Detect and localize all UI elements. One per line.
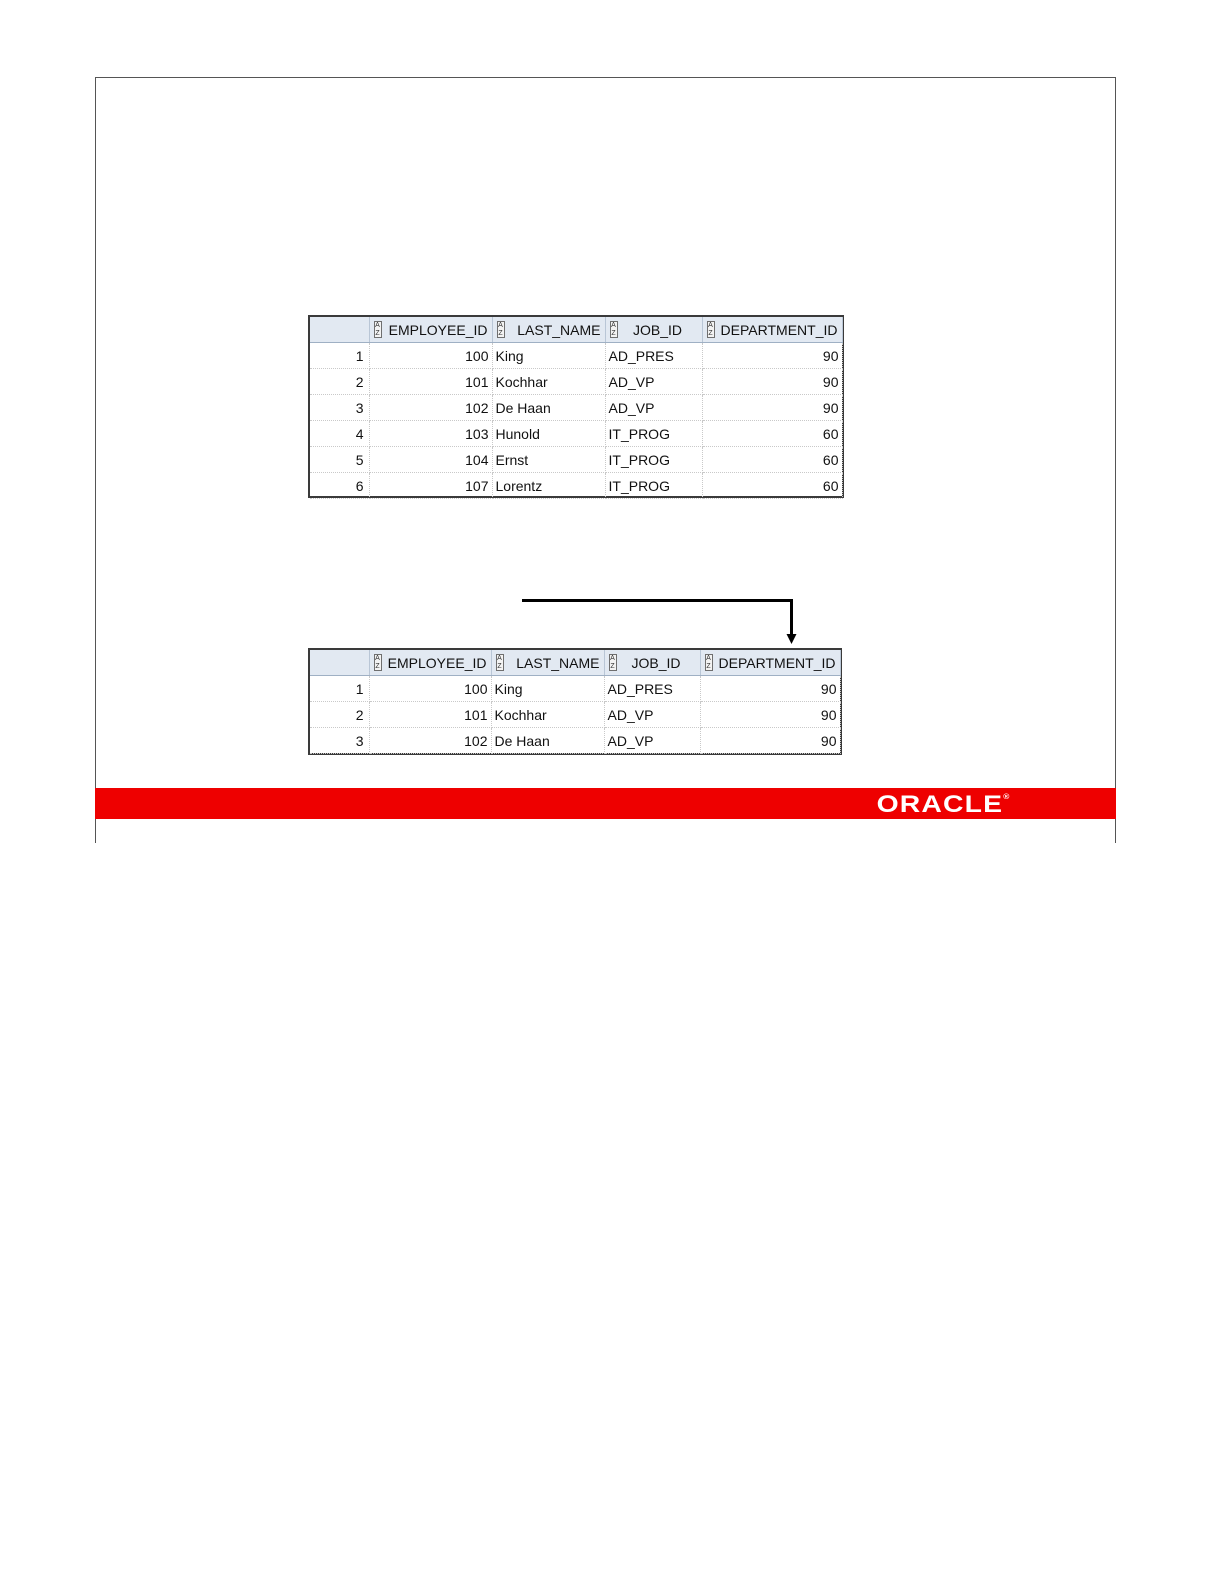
result-grid-filtered-rows [308, 648, 842, 755]
cell-job-id[interactable]: AD_VP [605, 395, 702, 421]
column-header-job-id[interactable]: A Z JOB_ID [605, 317, 702, 343]
row-number-header [310, 317, 369, 343]
registered-mark: ® [1003, 794, 1011, 801]
footer-bar [95, 788, 1116, 819]
column-header-employee-id[interactable]: A Z EMPLOYEE_ID [369, 650, 491, 676]
table-row[interactable] [310, 702, 840, 728]
oracle-logo [877, 791, 1011, 819]
cell-job-id[interactable]: IT_PROG [605, 473, 702, 499]
cell-last-name[interactable]: Lorentz [492, 473, 605, 499]
cell-employee-id[interactable]: 104 [369, 447, 492, 473]
cell-job-id[interactable]: AD_PRES [604, 676, 700, 702]
cell-last-name[interactable]: Hunold [492, 421, 605, 447]
row-number: 5 [310, 447, 369, 473]
cell-last-name[interactable]: King [491, 676, 604, 702]
row-number: 2 [310, 369, 369, 395]
cell-employee-id[interactable]: 101 [369, 369, 492, 395]
cell-employee-id[interactable]: 103 [369, 421, 492, 447]
table-row[interactable] [310, 343, 842, 369]
column-header-department-id[interactable]: A Z DEPARTMENT_ID [702, 317, 842, 343]
table-row[interactable] [310, 447, 842, 473]
row-number: 3 [310, 395, 369, 421]
row-number: 4 [310, 421, 369, 447]
table-row[interactable] [310, 676, 840, 702]
row-number: 1 [310, 676, 369, 702]
cell-employee-id[interactable]: 102 [369, 728, 491, 754]
column-header-last-name[interactable]: A Z LAST_NAME [492, 317, 605, 343]
cell-department-id[interactable]: 90 [702, 395, 842, 421]
cell-department-id[interactable]: 90 [700, 728, 840, 754]
table-row[interactable] [310, 473, 842, 499]
cell-department-id[interactable]: 60 [702, 447, 842, 473]
row-number: 3 [310, 728, 369, 754]
column-header-job-id[interactable]: A Z JOB_ID [604, 650, 700, 676]
cell-job-id[interactable]: AD_VP [605, 369, 702, 395]
cell-department-id[interactable]: 90 [702, 369, 842, 395]
column-header-last-name[interactable]: A Z LAST_NAME [491, 650, 604, 676]
row-number: 2 [310, 702, 369, 728]
sort-az-icon[interactable]: A Z [611, 322, 616, 337]
table-row[interactable] [310, 369, 842, 395]
row-number: 1 [310, 343, 369, 369]
sort-az-icon[interactable]: A Z [610, 655, 615, 670]
cell-employee-id[interactable]: 107 [369, 473, 492, 499]
sort-az-icon[interactable]: A Z [375, 322, 380, 337]
cell-job-id[interactable]: IT_PROG [605, 421, 702, 447]
cell-job-id[interactable]: AD_VP [604, 728, 700, 754]
cell-job-id[interactable]: AD_PRES [605, 343, 702, 369]
cell-last-name[interactable]: Kochhar [491, 702, 604, 728]
sort-az-icon[interactable]: A Z [375, 655, 380, 670]
cell-last-name[interactable]: De Haan [491, 728, 604, 754]
cell-last-name[interactable]: King [492, 343, 605, 369]
sort-az-icon[interactable]: A Z [708, 322, 713, 337]
cell-employee-id[interactable]: 102 [369, 395, 492, 421]
oracle-logo-text: ORACLE [877, 791, 1004, 818]
result-grid-all-rows [308, 315, 844, 498]
cell-last-name[interactable]: De Haan [492, 395, 605, 421]
table-row[interactable] [310, 395, 842, 421]
cell-department-id[interactable]: 90 [700, 702, 840, 728]
cell-department-id[interactable]: 60 [702, 473, 842, 499]
grid-header-row [310, 317, 842, 343]
cell-last-name[interactable]: Kochhar [492, 369, 605, 395]
cell-department-id[interactable]: 60 [702, 421, 842, 447]
cell-employee-id[interactable]: 101 [369, 702, 491, 728]
sort-az-icon[interactable]: A Z [706, 655, 711, 670]
grid-header-row [310, 650, 840, 676]
cell-last-name[interactable]: Ernst [492, 447, 605, 473]
cell-employee-id[interactable]: 100 [369, 676, 491, 702]
column-header-department-id[interactable]: A Z DEPARTMENT_ID [700, 650, 840, 676]
cell-department-id[interactable]: 90 [702, 343, 842, 369]
cell-department-id[interactable]: 90 [700, 676, 840, 702]
connector-arrow [521, 599, 801, 647]
cell-job-id[interactable]: AD_VP [604, 702, 700, 728]
column-header-employee-id[interactable]: A Z EMPLOYEE_ID [369, 317, 492, 343]
row-number: 6 [310, 473, 369, 499]
cell-employee-id[interactable]: 100 [369, 343, 492, 369]
cell-job-id[interactable]: IT_PROG [605, 447, 702, 473]
table-row[interactable] [310, 421, 842, 447]
table-row[interactable] [310, 728, 840, 754]
row-number-header [310, 650, 369, 676]
sort-az-icon[interactable]: A Z [498, 322, 503, 337]
sort-az-icon[interactable]: A Z [497, 655, 502, 670]
